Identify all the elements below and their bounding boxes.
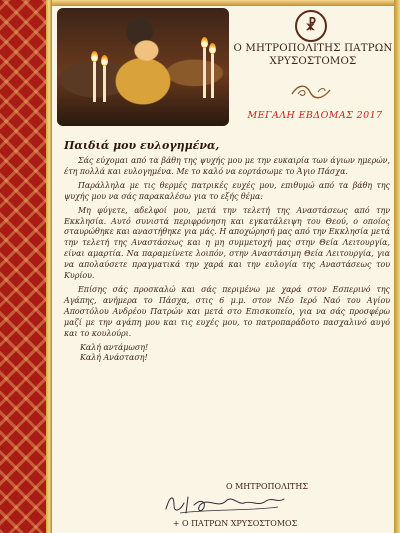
letter-greeting: Παιδιά μου ευλογημένα, bbox=[64, 139, 220, 152]
issuer-title bbox=[232, 42, 394, 68]
closing-line: Καλή αντάμωση! bbox=[80, 342, 149, 352]
letter-paragraph: Μη φύγετε, αδελφοί μου, μετά την τελετή της Αναστάσεως από την Εκκλησία. Αυτό συνιστά περιφρόνηση και εγκατάλειψη του Θεού, ο οποίος σταυρώθηκε και αναστήθηκε για μάς. Η αποχώρησή μας από την Εκκλησία μετά την τελετή της Αναστάσεως και η μη συμμετοχή μας στην Θεία Λειτουργία, είναι αμαρτία. Να παραμείνετε λοιπόν, στην Αναστάσιμη Θεία Λειτουργία, για να απολαύσετε πραγματικά την χαρά και την ευλογία της Αναστάσεως του Κυρίου. bbox=[64, 205, 390, 281]
closing-line: Καλή Ανάσταση! bbox=[80, 353, 148, 363]
letter-paragraph: Σάς εύχομαι από τα βάθη της ψυχής μου με την ευκαιρία των άγιων ημερών, έτη πολλά και ευλογημένα. Με το καλό να εορτάσωμε το Άγιο Πάσχα. bbox=[64, 156, 390, 176]
decorative-flourish-icon bbox=[290, 82, 332, 102]
handwritten-signature bbox=[160, 491, 290, 517]
letter-body bbox=[64, 156, 390, 364]
ornamental-border-left bbox=[0, 0, 52, 533]
metropolitan-photo bbox=[57, 8, 229, 126]
signatory-name: + Ο ΠΑΤΡΩΝ ΧΡΥΣΟΣΤΟΜΟΣ bbox=[172, 519, 298, 528]
signatory-role: Ο ΜΗΤΡΟΠΟΛΙΤΗΣ bbox=[226, 482, 308, 491]
letter-paragraph: Επίσης σάς προσκαλώ και σάς περιμένω με χαρά στον Εσπερινό της Αγάπης, ανήμερα το Πάσχα, στις 6 μ.μ. στον Νέο Ιερό Ναό του Αγίου Αποστόλου Ανδρέου Πατρών και μετά στο Επισκοπείο, για να σάς προσφέρω μαζί με την αγάπη μου και τις ευχές μου, το πατροπαράδοτο πασχαλινό αυγό και το κουλούρι. bbox=[64, 284, 390, 338]
chi-rho-emblem-icon: ☧ bbox=[295, 10, 327, 42]
holy-week-heading: ΜΕΓΑΛΗ ΕΒΔΟΜΑΣ 2017 bbox=[247, 110, 383, 121]
issuer-title-line2: ΧΡΥΣΟΣΤΟΜΟΣ bbox=[269, 56, 357, 67]
issuer-title-line1: Ο ΜΗΤΡΟΠΟΛΙΤΗΣ ΠΑΤΡΩΝ bbox=[233, 43, 393, 54]
gold-border-right bbox=[394, 0, 400, 533]
letter-paragraph: Παράλληλα με τις θερμές πατρικές ευχές μου, επιθυμώ από τα βάθη της ψυχής μου να σάς παρακαλέσω για το εξής θέμα: bbox=[64, 180, 390, 201]
